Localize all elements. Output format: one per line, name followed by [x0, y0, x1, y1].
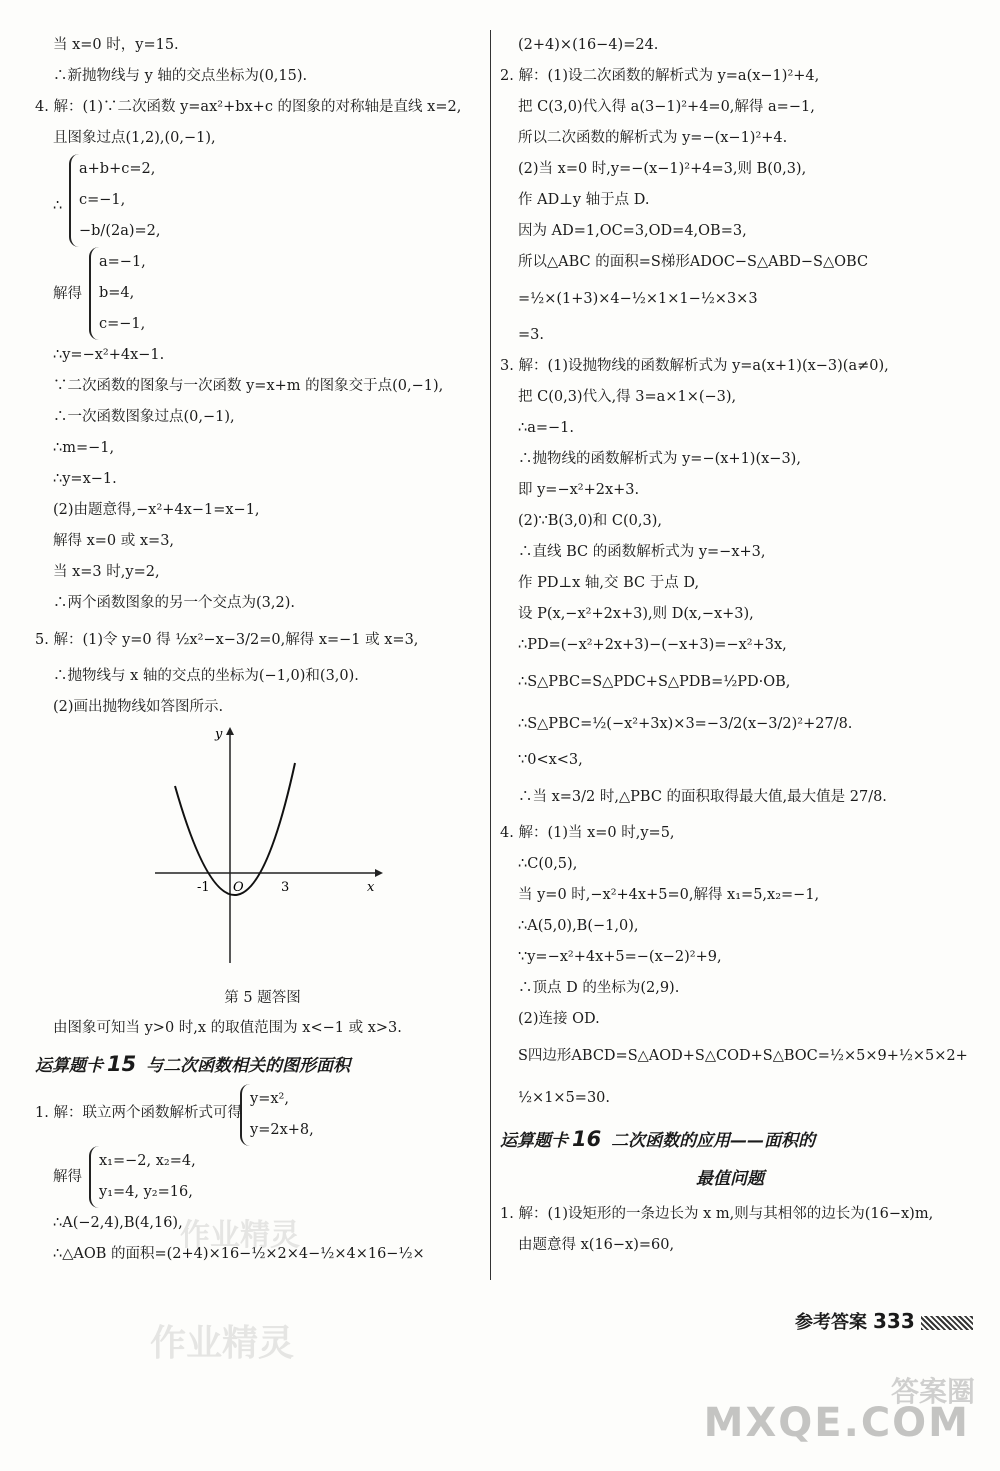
section-heading: 二次函数的应用——面积的 — [611, 1131, 816, 1151]
section-heading-cont: 最值问题 — [696, 1169, 764, 1189]
equation: −b/(2a)=2, — [79, 223, 161, 239]
footer-decoration — [921, 1316, 973, 1330]
text-line: 设 P(x,−x²+2x+3),则 D(x,−x+3), — [518, 606, 754, 622]
parabola-graph — [145, 723, 385, 968]
solution-system — [35, 247, 490, 340]
text-line: 所以二次函数的解析式为 y=−(x−1)²+4. — [518, 130, 788, 146]
y-axis-arrow — [226, 727, 234, 735]
text-line: (2)当 x=0 时,y=−(x−1)²+4=3,则 B(0,3), — [518, 161, 807, 177]
x-axis-arrow — [375, 869, 383, 877]
equation: x₁=−2, x₂=4, — [99, 1153, 196, 1169]
text-line: ∴当 x=3/2 时,△PBC 的面积取得最大值,最大值是 27/8. — [518, 789, 887, 805]
section-heading: 与二次函数相关的图形面积 — [146, 1056, 351, 1076]
text-line: ∴抛物线的函数解析式为 y=−(x+1)(x−3), — [518, 451, 801, 467]
text-line: ∴顶点 D 的坐标为(2,9). — [518, 980, 680, 996]
text-line: 由题意得 x(16−x)=60, — [518, 1237, 675, 1253]
solve-label: 解得 — [53, 1169, 82, 1185]
text-line: ∴A(5,0),B(−1,0), — [518, 918, 639, 934]
text-line: ∴△AOB 的面积=(2+4)×16−½×2×4−½×4×16−½× — [53, 1246, 425, 1262]
text-line: ∴一次函数图象过点(0,−1), — [53, 409, 235, 425]
text-line: ∴S△PBC=S△PDC+S△PDB=½PD·OB, — [518, 674, 791, 690]
text-line: ∴直线 BC 的函数解析式为 y=−x+3, — [518, 544, 766, 560]
parabola-curve — [175, 763, 295, 895]
text-line: 所以△ABC 的面积=S梯形ADOC−S△ABD−S△OBC — [518, 254, 869, 270]
text-line: 1. 解：联立两个函数解析式可得 — [35, 1105, 242, 1121]
text-line: (2)∵B(3,0)和 C(0,3), — [518, 513, 662, 529]
text-line: ∵0<x<3, — [518, 752, 583, 768]
equation: b=4, — [99, 285, 135, 301]
text-line: ∴y=x−1. — [53, 471, 117, 487]
section-title-15 — [35, 1044, 490, 1084]
watermark: 作业精灵 — [150, 1323, 295, 1364]
text-line: =3. — [518, 327, 544, 343]
text-line: 把 C(0,3)代入,得 3=a×1×(−3), — [518, 389, 737, 405]
equation: a+b+c=2, — [79, 161, 156, 177]
text-line: ∴A(−2,4),B(4,16), — [53, 1215, 183, 1231]
text-line: 当 x=0 时，y=15. — [53, 37, 179, 53]
y-axis-label: y — [215, 727, 223, 742]
text-line: S四边形ABCD=S△AOD+S△COD+S△BOC=½×5×9+½×5×2+ — [518, 1048, 968, 1064]
column-divider — [490, 30, 491, 1280]
text-line: 且图象过点(1,2),(0,−1), — [53, 130, 216, 146]
question-4-line: 4. 解：(1)∵二次函数 y=ax²+bx+c 的图象的对称轴是直线 x=2, — [35, 99, 462, 115]
text-line: ∴S△PBC=½(−x²+3x)×3=−3/2(x−3/2)²+27/8. — [518, 716, 853, 732]
text-line: 因为 AD=1,OC=3,OD=4,OB=3, — [518, 223, 747, 239]
text-line: ∴抛物线与 x 轴的交点的坐标为(−1,0)和(3,0). — [53, 668, 359, 684]
left-column — [35, 30, 490, 1270]
text-line: 解得 x=0 或 x=3, — [53, 533, 175, 549]
question-5-line: 5. 解：(1)令 y=0 得 ½x²−x−3/2=0,解得 x=−1 或 x=3, — [35, 632, 419, 648]
page-number: 333 — [873, 1309, 915, 1333]
tick-label-neg1: -1 — [197, 880, 210, 895]
text-line: ∴C(0,5), — [518, 856, 578, 872]
equation: y=2x+8, — [250, 1122, 314, 1138]
text-line: ∴a=−1. — [518, 420, 575, 436]
parabola-figure — [145, 723, 490, 983]
text-line: 当 x=3 时,y=2, — [53, 564, 160, 580]
text-line: 作 AD⊥y 轴于点 D. — [518, 192, 650, 208]
text-line: ∴两个函数图象的另一个交点为(3,2). — [53, 595, 295, 611]
figure-caption: 第 5 题答图 — [224, 990, 301, 1006]
solution-system — [35, 1146, 490, 1208]
question-2-line: 2. 解：(1)设二次函数的解析式为 y=a(x−1)²+4, — [500, 68, 820, 84]
section-number: 15 — [107, 1052, 137, 1076]
right-column — [500, 30, 968, 1261]
text-line: ∵y=−x²+4x+5=−(x−2)²+9, — [518, 949, 722, 965]
watermark: 作业精灵 — [180, 1218, 300, 1253]
tick-label-3: 3 — [281, 880, 290, 895]
footer-label: 参考答案 — [795, 1312, 867, 1333]
equation: c=−1, — [99, 316, 146, 332]
text-line: 由图象可知当 y>0 时,x 的取值范围为 x<−1 或 x>3. — [53, 1020, 402, 1036]
text-line: 即 y=−x²+2x+3. — [518, 482, 640, 498]
text-line: (2)连接 OD. — [518, 1011, 600, 1027]
question-1-line: 1. 解：(1)设矩形的一条边长为 x m,则与其相邻的边长为(16−x)m, — [500, 1206, 934, 1222]
question-3-line: 3. 解：(1)设抛物线的函数解析式为 y=a(x+1)(x−3)(a≠0), — [500, 358, 889, 374]
solve-label: 解得 — [53, 286, 82, 302]
text-line: ∴y=−x²+4x−1. — [53, 347, 165, 363]
page-footer — [795, 1305, 973, 1337]
equation: y₁=4, y₂=16, — [99, 1184, 193, 1200]
equation: y=x², — [250, 1091, 289, 1107]
text-line: 把 C(3,0)代入得 a(3−1)²+4=0,解得 a=−1, — [518, 99, 815, 115]
section-prefix: 运算题卡 — [35, 1056, 103, 1076]
equation-system — [35, 154, 490, 247]
watermark-logo: 答案圈 — [890, 1375, 975, 1408]
section-title-16 — [500, 1119, 960, 1159]
section-number: 16 — [572, 1127, 602, 1151]
text-line: 当 y=0 时,−x²+4x+5=0,解得 x₁=5,x₂=−1, — [518, 887, 820, 903]
watermark-site: MXQE.COM — [703, 1400, 970, 1446]
text-line: ∵二次函数的图象与一次函数 y=x+m 的图象交于点(0,−1), — [53, 378, 444, 394]
origin-label: O — [233, 880, 244, 895]
equation: a=−1, — [99, 254, 146, 270]
text-line: ½×1×5=30. — [518, 1090, 611, 1106]
question-4-line: 4. 解：(1)当 x=0 时,y=5, — [500, 825, 675, 841]
text-line: ∴m=−1, — [53, 440, 115, 456]
text-line: (2+4)×(16−4)=24. — [518, 37, 659, 53]
text-line: =½×(1+3)×4−½×1×1−½×3×3 — [518, 291, 758, 307]
text-line: ∴新抛物线与 y 轴的交点坐标为(0,15). — [53, 68, 308, 84]
text-line: 作 PD⊥x 轴,交 BC 于点 D, — [518, 575, 700, 591]
section-prefix: 运算题卡 — [500, 1131, 568, 1151]
text-line: (2)画出抛物线如答图所示. — [53, 699, 224, 715]
x-axis-label: x — [367, 880, 375, 895]
text-line: (2)由题意得,−x²+4x−1=x−1, — [53, 502, 260, 518]
text-line: ∴PD=(−x²+2x+3)−(−x+3)=−x²+3x, — [518, 637, 787, 653]
system-row — [35, 1084, 490, 1146]
equation: c=−1, — [79, 192, 126, 208]
therefore-symbol: ∴ — [53, 198, 63, 214]
